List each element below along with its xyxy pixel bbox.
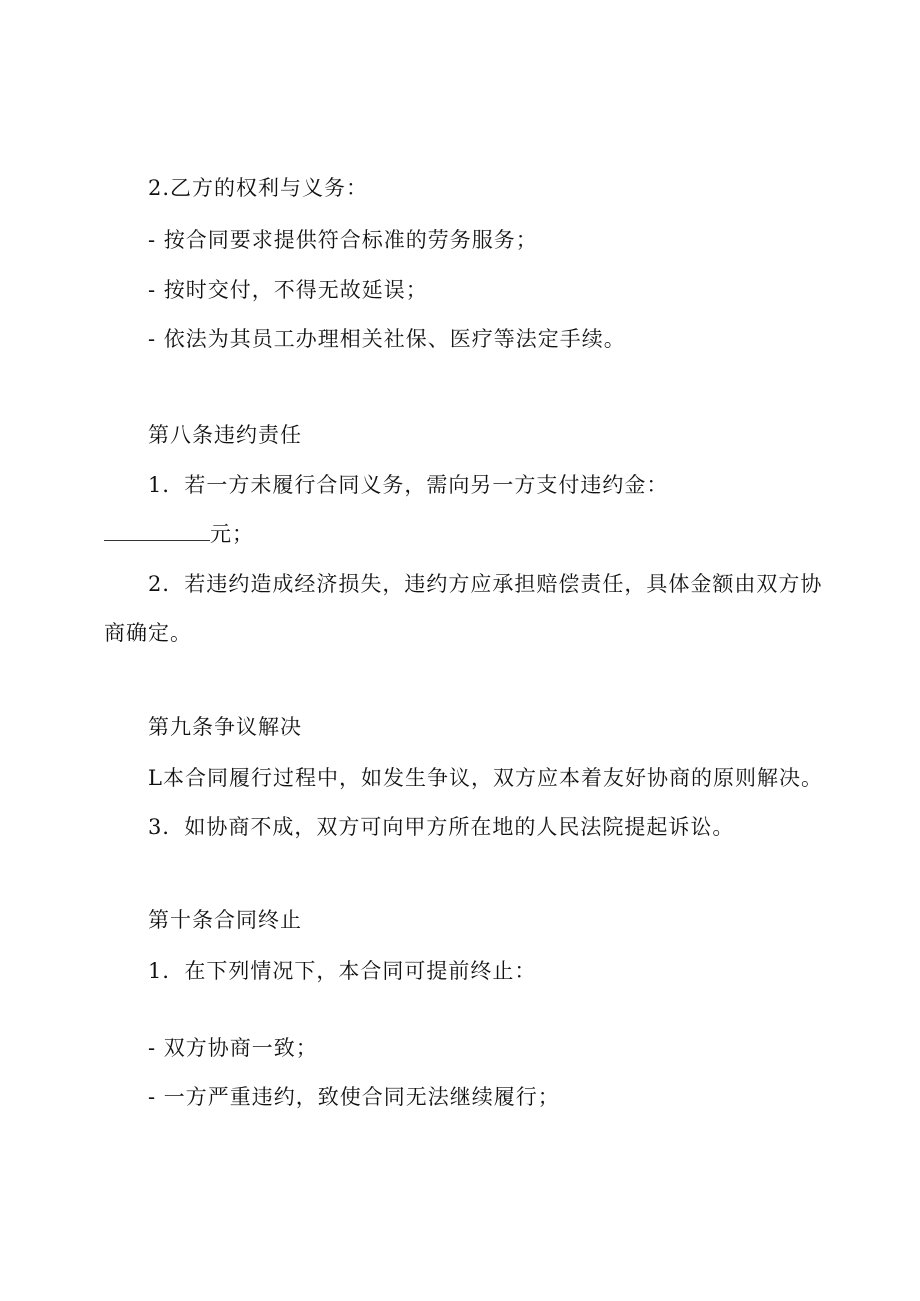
penalty-amount-blank: [104, 522, 210, 541]
article-10-title: 第十条合同终止: [148, 908, 302, 932]
list-item: - 按时交付，不得无故延误；: [148, 278, 428, 302]
article-10-clause-1: 1．在下列情况下，本合同可提前终止：: [148, 959, 537, 983]
list-item: - 双方协商一致；: [148, 1036, 318, 1060]
article-8-clause-2: 2．若违约造成经济损失，违约方应承担赔偿责任，具体金额由双方协: [148, 572, 823, 596]
party-b-rights-heading: 2.乙方的权利与义务：: [148, 176, 369, 200]
article-8-clause-2-cont: 商确定。: [104, 621, 192, 645]
list-item: - 依法为其员工办理相关社保、医疗等法定手续。: [148, 327, 626, 351]
article-8-title: 第八条违约责任: [148, 423, 302, 447]
article-9-clause-1: L本合同履行过程中，如发生争议，双方应本着友好协商的原则解决。: [148, 766, 823, 790]
article-8-clause-1: 1．若一方未履行合同义务，需向另一方支付违约金：: [148, 473, 669, 497]
article-9-title: 第九条争议解决: [148, 715, 302, 739]
list-item: - 一方严重违约，致使合同无法继续履行；: [148, 1085, 560, 1109]
penalty-amount-line: [104, 520, 254, 548]
article-9-clause-2: 3．如协商不成，双方可向甲方所在地的人民法院提起诉讼。: [148, 815, 735, 839]
list-item: - 按合同要求提供符合标准的劳务服务；: [148, 228, 538, 252]
penalty-unit: 元；: [210, 522, 254, 546]
